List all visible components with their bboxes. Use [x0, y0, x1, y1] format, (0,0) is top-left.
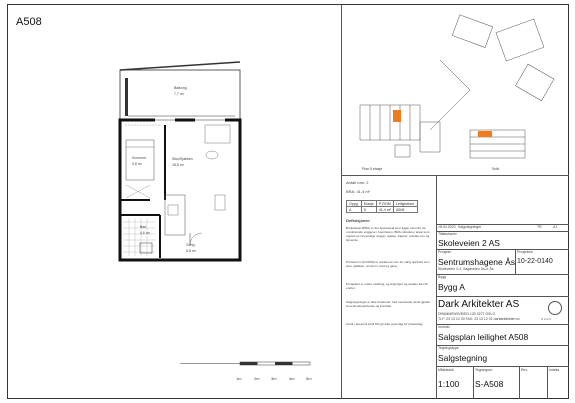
- unit-table: [346, 200, 418, 213]
- hall-area: 6,8 m²: [186, 249, 196, 253]
- notes-title: Definisjoner:: [346, 218, 371, 223]
- malestokk-label: Målestokk: [438, 368, 454, 372]
- scale-3m: 3m: [271, 376, 277, 381]
- scale-4m: 4m: [289, 376, 295, 381]
- td-etasje: 5: [361, 207, 376, 213]
- balcony-area: 7,7 m²: [174, 92, 184, 96]
- scale-bar: [180, 362, 310, 365]
- revision-check: AJ: [553, 225, 558, 229]
- project-address: Skoleveien 2-4, Sagaveien 2a-d, Ås: [438, 267, 494, 271]
- bath-label: Bad: [140, 225, 147, 229]
- bygg-label: Bygg: [438, 275, 446, 279]
- index-label: Indeks: [549, 368, 560, 372]
- architect-contact: TLF: 23 13 12 00 FAX: 23 13 12 01 darkarkitekter.no: [438, 317, 520, 321]
- td-leilighetsnr: A508: [393, 207, 417, 213]
- revision-date: 18.04.2023: [438, 225, 456, 229]
- note-2: Primærrom (P-ROM) er arealet av rom for varig opphold som stue, kjøkken, soverom, bad og gang.: [346, 260, 430, 268]
- tegningsnr-label: Tegningsnr.: [475, 368, 493, 372]
- rev-label: Rev.: [521, 368, 528, 372]
- prosjektnr: 10-22-0140: [517, 258, 553, 265]
- architect-name: Dark Arkitekter AS: [438, 299, 520, 310]
- th-leilighetsnr: Leilighetsnr.: [393, 201, 417, 207]
- living-area: 18,8 m²: [172, 163, 184, 167]
- innhold: Salgsplan leilighet A508: [438, 332, 529, 342]
- scale-2m: 2m: [254, 376, 260, 381]
- tiltakshaver-label: Tiltakshaver: [438, 232, 457, 236]
- section-label: Snitt: [492, 167, 500, 171]
- bra-area: BRA: 41,4 m²: [346, 189, 371, 194]
- td-oppg: A: [347, 207, 362, 213]
- th-prom: P-ROM: [376, 201, 393, 207]
- logo-text: D A R K: [541, 317, 552, 321]
- innhold-label: Innhold: [438, 325, 450, 329]
- scale-5m: 5m: [306, 376, 312, 381]
- key-plan-label: Plan 5.etasje: [362, 167, 383, 171]
- scale-1m: 1m: [236, 376, 242, 381]
- note-3: Prosjektet er under utvikling, og tegninger og arealer kan bli endret.: [346, 282, 428, 290]
- tegningstype-label: Tegningstype: [438, 346, 459, 350]
- tiltakshaver: Skoleveien 2 AS: [438, 238, 500, 248]
- th-oppg: Oppg.: [347, 201, 362, 207]
- tegningsnr: S-A508: [475, 379, 504, 389]
- hall-label: Gang: [186, 243, 195, 247]
- balcony-label: Balkong: [174, 86, 187, 90]
- bath-area: 4,6 m²: [140, 231, 150, 235]
- bygg: Bygg A: [438, 282, 465, 292]
- dark-logo: [548, 301, 562, 315]
- prosjekt: Sentrumshagene Ås: [438, 257, 516, 267]
- tegningstype: Salgstegning: [438, 353, 488, 363]
- bedroom-label: Soverom: [132, 156, 147, 160]
- apartment-walls: [120, 120, 240, 260]
- note-4: Salgstegninger er ikke bindende. Ved eventuelle avvik gjelder leveransebeskrivelse og kontrakt.: [346, 300, 431, 308]
- note-5: Avvik i areal på inntil 5% gir ikke grunnlag for prisavslag.: [346, 322, 424, 326]
- revision-sign: TR: [537, 225, 542, 229]
- rooms-count: Antall rom: 2: [346, 180, 369, 185]
- architect-address: DRAMMENSVEIEN 130 0277 OSLO: [438, 312, 496, 316]
- malestokk: 1:100: [438, 379, 460, 389]
- note-1: Bruksareal (BRA) er det bruksareal som ligger innenfor de omsluttende veggene i boenheten. BRA inkluderer areal som opptas av innvendige vegger, sjakter, trapper, teknisk rom og lignende.: [346, 226, 430, 242]
- section-drawing: [470, 130, 525, 158]
- td-prom: 41,4 m²: [376, 207, 393, 213]
- revision-text: Salgstegninger: [458, 225, 482, 229]
- unit-id-heading: A508: [16, 16, 42, 28]
- prosjekt-label: Prosjekt: [438, 250, 451, 254]
- living-label: Stue/Kjøkken: [172, 157, 193, 161]
- th-etasje: Etasje: [361, 201, 376, 207]
- prosjektnr-label: Prosjektnr.: [517, 250, 534, 254]
- bedroom-area: 9,8 m²: [132, 162, 142, 166]
